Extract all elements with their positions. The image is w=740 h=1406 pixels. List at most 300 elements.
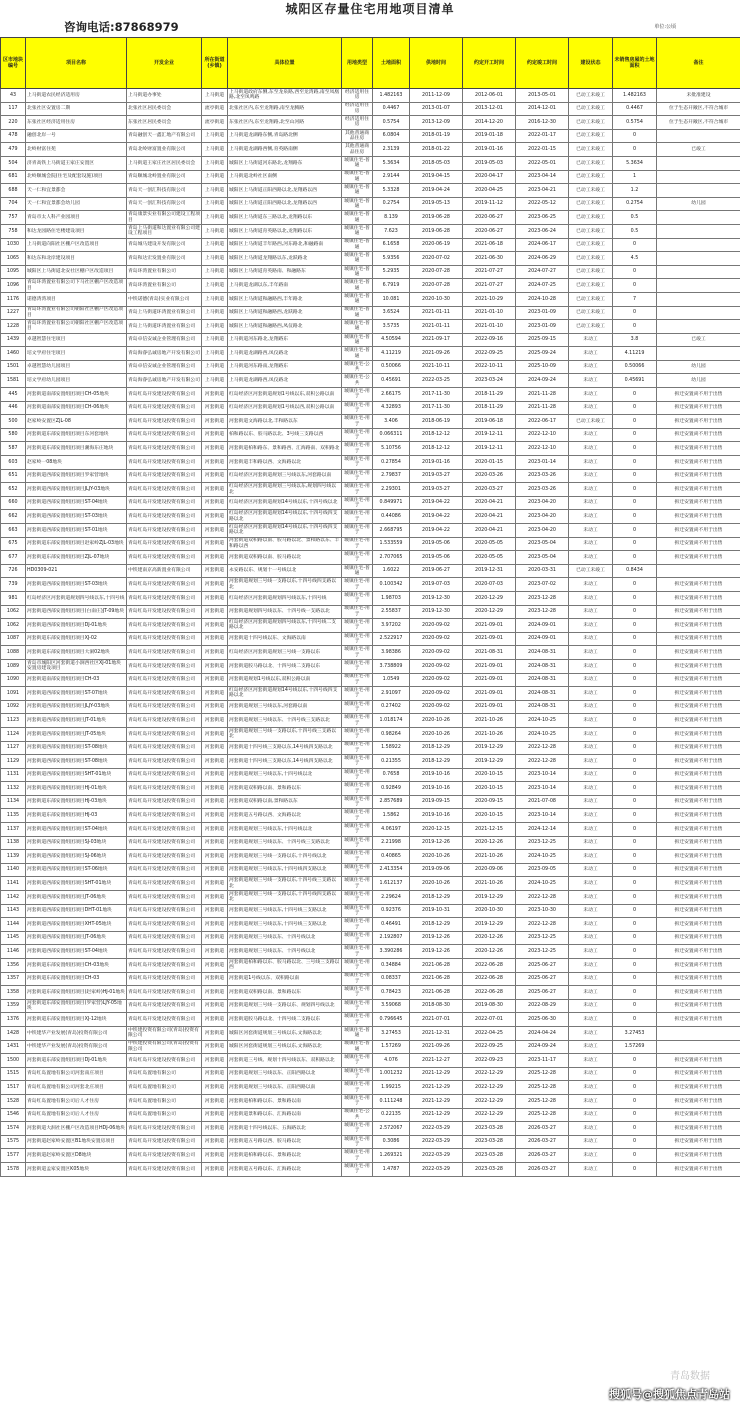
table-cell: 2016-12-30 <box>516 116 569 130</box>
table-cell: 2022-03-29 <box>410 1162 463 1176</box>
table-cell: 2019-04-24 <box>410 184 463 198</box>
table-cell: 2018-05-03 <box>410 156 463 170</box>
table-cell: 红岛经济区河套街道规划14号线以东,十四号线四支路以北 <box>228 510 342 524</box>
table-cell: 0 <box>613 537 657 551</box>
table-cell: 培文学府住宅项目 <box>26 347 127 361</box>
table-cell: 2021-09-01 <box>463 700 516 714</box>
table-cell: 城镇住宅-普通 <box>342 170 373 184</box>
table-cell: 河套街道 <box>202 687 228 701</box>
table-cell: 城镇住宅-用于 <box>342 918 373 932</box>
table-cell: 1144 <box>1 918 26 932</box>
table-cell: 2022-05-01 <box>516 156 569 170</box>
table-cell: 未动工 <box>569 1040 613 1054</box>
table-cell: 城镇住宅-用于 <box>342 755 373 769</box>
table-cell: 城阳区上马街道育英路以北,龙翔路以东 <box>228 224 342 238</box>
table-cell: 2021-09-01 <box>463 619 516 633</box>
table-cell: 城镇住宅-用于 <box>342 442 373 456</box>
table-cell: 上马街道 <box>202 374 228 388</box>
table-cell: 红岛经济区河套街道规划四号线以东,十四号线 <box>228 591 342 605</box>
table-cell: 2023-04-20 <box>516 510 569 524</box>
table-cell: 拆迁安置尚不用于出售 <box>657 1067 740 1081</box>
table-cell: 2018-12-29 <box>410 755 463 769</box>
table-cell: 未动工 <box>569 945 613 959</box>
table-cell: 0.111248 <box>373 1094 410 1108</box>
table-row <box>1 1149 740 1163</box>
table-cell: 青岛上马街道环湾置业有限公司 <box>127 306 202 320</box>
table-cell: 2023-04-20 <box>516 496 569 510</box>
table-cell: 2024-10-28 <box>516 292 569 306</box>
table-cell: 1141 <box>1 877 26 891</box>
table-cell: 未动工 <box>569 456 613 470</box>
table-cell: 2020-10-30 <box>410 292 463 306</box>
table-cell: 青岛红岛开发建设投资有限公司 <box>127 741 202 755</box>
table-cell: 2026-03-27 <box>516 1122 569 1136</box>
table-cell: 未动工 <box>569 1108 613 1122</box>
table-cell: 2019-12-11 <box>463 442 516 456</box>
table-cell: 2025-10-09 <box>516 360 569 374</box>
table-cell: 0.5754 <box>613 116 657 130</box>
table-cell: 城镇住宅-用于 <box>342 456 373 470</box>
table-cell: 上马街道向阳社区棚户区改造项目 <box>26 238 127 252</box>
table-row <box>1 918 740 932</box>
table-cell: 220 <box>1 116 26 130</box>
table-cell: 青岛红岛开发建设投资有限公司 <box>127 891 202 905</box>
table-cell: 2.21998 <box>373 836 410 850</box>
table-cell: 河套街道 <box>202 1122 228 1136</box>
table-cell: 0.066311 <box>373 428 410 442</box>
table-cell: 城镇住宅-用于 <box>342 972 373 986</box>
column-header: 备注 <box>657 38 740 89</box>
table-cell: 0.40865 <box>373 850 410 864</box>
table-cell: 城镇住宅-用于 <box>342 1013 373 1027</box>
table-row <box>1 360 740 374</box>
table-cell: 2023-03-24 <box>463 374 516 388</box>
table-cell: 0 <box>613 619 657 633</box>
table-cell: 2023-11-17 <box>516 1054 569 1068</box>
table-cell: 城镇住宅-普通 <box>342 292 373 306</box>
table-cell: 2023-06-24 <box>516 224 569 238</box>
table-cell: 青岛红岛开发建设投资有限公司 <box>127 1122 202 1136</box>
table-cell: 河套街道 <box>202 863 228 877</box>
table-cell: 2021-07-27 <box>463 279 516 293</box>
table-cell: 43 <box>1 89 26 103</box>
table-cell: 中铁建投资有限公司(青岛)投资有限公司 <box>127 1026 202 1040</box>
table-cell: 城镇住宅-用于 <box>342 483 373 497</box>
table-cell: 青岛红岛开发建设投资有限公司 <box>127 510 202 524</box>
table-row <box>1 401 740 415</box>
table-cell: 0.27402 <box>373 700 410 714</box>
table-cell: 0 <box>613 1135 657 1149</box>
table-cell: 2020-03-26 <box>463 469 516 483</box>
table-cell: 未批准建设 <box>657 89 740 103</box>
table-cell: 拆迁安置尚不用于出售 <box>657 1108 740 1122</box>
table-cell: 已动工未竣工 <box>569 143 613 157</box>
table-cell: 2019-12-26 <box>410 945 463 959</box>
table-cell: 2023-12-25 <box>516 945 569 959</box>
table-cell: 2025-12-28 <box>516 1067 569 1081</box>
table-cell: 3.6524 <box>373 306 410 320</box>
table-cell: 上马街道 <box>202 292 228 306</box>
table-row <box>1 428 740 442</box>
table-row <box>1 741 740 755</box>
table-cell: 河套街道 <box>202 619 228 633</box>
table-cell: 城镇住宅-普通 <box>342 238 373 252</box>
table-cell: 河套街道 <box>202 564 228 578</box>
table-cell: 经济适用住房 <box>342 116 373 130</box>
table-cell: 2022-03-29 <box>410 1149 463 1163</box>
table-row <box>1 836 740 850</box>
table-cell: 4.06197 <box>373 823 410 837</box>
table-cell: 城镇住宅-用于 <box>342 524 373 538</box>
table-row <box>1 102 740 116</box>
table-cell: 0 <box>613 1081 657 1095</box>
table-cell: 2021-01-11 <box>410 320 463 334</box>
table-cell: 上马街道龙湖路西,凤仪路北 <box>228 347 342 361</box>
table-cell: 未动工 <box>569 632 613 646</box>
table-cell: 未动工 <box>569 836 613 850</box>
table-cell: 0.34884 <box>373 959 410 973</box>
table-cell: 青岛红岛开发建设投资有限公司 <box>127 768 202 782</box>
table-cell: 2022-01-17 <box>516 129 569 143</box>
table-cell: 城镇住宅-用于 <box>342 591 373 605</box>
table-cell: 1.6022 <box>373 564 410 578</box>
table-cell: 河套街道 <box>202 795 228 809</box>
table-cell: 2025-09-15 <box>516 333 569 347</box>
table-cell: 2020-09-02 <box>410 700 463 714</box>
table-cell: 城镇住宅-用于 <box>342 809 373 823</box>
table-cell: 上马街道龙湖路东侧,青岛路北侧 <box>228 129 342 143</box>
table-cell: 0.2754 <box>373 197 410 211</box>
table-cell: 2020-07-02 <box>410 252 463 266</box>
table-cell: 1581 <box>1 374 26 388</box>
table-cell: 0.78423 <box>373 986 410 1000</box>
table-cell: 已动工未竣工 <box>569 320 613 334</box>
table-cell: 2.29624 <box>373 891 410 905</box>
table-row <box>1 605 740 619</box>
table-cell: 2014-12-01 <box>516 102 569 116</box>
table-cell: 2019-01-16 <box>463 143 516 157</box>
table-cell: 城镇住宅-用于 <box>342 605 373 619</box>
table-cell: 上马街道 <box>202 156 228 170</box>
table-cell: 2024-08-31 <box>516 646 569 660</box>
table-cell: 2021-12-27 <box>410 1054 463 1068</box>
table-cell: 未动工 <box>569 673 613 687</box>
table-cell: 0.3086 <box>373 1135 410 1149</box>
table-cell: 2020-06-19 <box>410 238 463 252</box>
table-cell: 2019-09-06 <box>410 863 463 877</box>
table-cell: 已动工未竣工 <box>569 129 613 143</box>
table-cell: 1129 <box>1 755 26 769</box>
table-cell: 位于生态开敞区,不符合城市 <box>657 102 740 116</box>
table-cell: 红岛经济区河套街道规划1号线以东,双积公路以南 <box>228 388 342 402</box>
table-cell: 城镇住宅-用于 <box>342 795 373 809</box>
table-cell: 2022-09-25 <box>463 347 516 361</box>
table-cell: 1575 <box>1 1135 26 1149</box>
table-cell: 拆迁安置尚不用于出售 <box>657 1054 740 1068</box>
table-cell: 北张社区安置房二期 <box>26 102 127 116</box>
table-row <box>1 510 740 524</box>
table-cell: 2020-04-21 <box>463 524 516 538</box>
table-cell: 2024-08-31 <box>516 687 569 701</box>
table-cell <box>657 265 740 279</box>
table-cell: 河套街道 <box>202 999 228 1013</box>
table-cell: 河套街道 <box>202 578 228 592</box>
table-cell: 未动工 <box>569 795 613 809</box>
table-row <box>1 999 740 1013</box>
table-cell: 2020-12-15 <box>410 823 463 837</box>
table-cell: 上马街道 <box>202 306 228 320</box>
table-cell: 1358 <box>1 986 26 1000</box>
table-cell: 981 <box>1 591 26 605</box>
table-cell: 1.533559 <box>373 537 410 551</box>
table-cell: 1090 <box>1 673 26 687</box>
table-row <box>1 972 740 986</box>
table-row <box>1 714 740 728</box>
table-cell: 1359 <box>1 999 26 1013</box>
table-cell: 青岛红岛开发建设投资有限公司 <box>127 401 202 415</box>
table-cell: 0 <box>613 795 657 809</box>
table-row <box>1 156 740 170</box>
table-cell: 未动工 <box>569 1054 613 1068</box>
table-cell: 未动工 <box>569 1122 613 1136</box>
table-cell: 青岛红岛开发建设投资有限公司 <box>127 537 202 551</box>
table-cell: 城镇住宅-用于 <box>342 700 373 714</box>
table-cell: 城阳区上马街道和融路西,丰年路北 <box>228 292 342 306</box>
table-cell: 未动工 <box>569 591 613 605</box>
table-cell: 0 <box>613 265 657 279</box>
table-cell: 河套街道东部安置组团项目XJ-02 <box>26 632 127 646</box>
table-cell: 青岛红岛开发建设投资有限公司 <box>127 456 202 470</box>
table-cell: 拆迁安置尚不用于出售 <box>657 809 740 823</box>
table-cell: 青岛北岭财富置业有限公司 <box>127 143 202 157</box>
table-cell: 城镇住宅-用于 <box>342 388 373 402</box>
table-cell: 拆迁安置尚不用于出售 <box>657 401 740 415</box>
table-cell: 河套街道 <box>202 755 228 769</box>
table-cell: 河套街道1号线以东、双积路以南 <box>228 972 342 986</box>
table-row <box>1 279 740 293</box>
table-cell: 479 <box>1 143 26 157</box>
table-cell: 1500 <box>1 1054 26 1068</box>
table-cell: 726 <box>1 564 26 578</box>
table-cell: 河套街道 <box>202 442 228 456</box>
table-cell: 上马街道 <box>202 211 228 225</box>
table-cell: 幼儿园 <box>657 374 740 388</box>
table-cell: 青岛红岛开发建设投资有限公司 <box>127 591 202 605</box>
table-cell: 青岛融创天一鑫汇地产有限公司 <box>127 129 202 143</box>
table-cell: 1.99215 <box>373 1081 410 1095</box>
table-cell: 上马街道 <box>202 224 228 238</box>
table-cell: 河套街道西部安置组团项目SJ-06地块 <box>26 850 127 864</box>
table-cell: 位于生态开敞区,不符合城市 <box>657 116 740 130</box>
table-cell: 拆迁安置尚不用于出售 <box>657 755 740 769</box>
table-cell: 2019-12-26 <box>410 836 463 850</box>
table-cell: 拆迁安置尚不用于出售 <box>657 727 740 741</box>
table-cell: 2024-06-29 <box>516 252 569 266</box>
table-cell: 河套街道 <box>202 1081 228 1095</box>
table-row <box>1 306 740 320</box>
table-cell: 0 <box>613 456 657 470</box>
table-cell: 河套街道 <box>202 469 228 483</box>
table-cell: 河套街道东部安置组团项目HJ-03 <box>26 809 127 823</box>
table-cell: 河套街道西部安置组团项目ST-07地块 <box>26 687 127 701</box>
table-cell: 1146 <box>1 945 26 959</box>
table-cell: 拆迁安置尚不用于出售 <box>657 1081 740 1095</box>
table-cell: 青岛顺城北岭置业有限公司 <box>127 170 202 184</box>
table-cell: 2019-04-22 <box>410 510 463 524</box>
table-cell: 2021-07-08 <box>516 795 569 809</box>
table-cell: 城镇住宅-用于 <box>342 1162 373 1176</box>
table-cell: 河套街道规划三号线以东、正阳西路以南 <box>228 1081 342 1095</box>
table-cell: 红岛经济区河套街道规划三号线一支路以东 <box>228 646 342 660</box>
table-row <box>1 116 740 130</box>
table-cell: 1124 <box>1 727 26 741</box>
table-cell: 赵家岭一08地块 <box>26 456 127 470</box>
table-cell: 1.018174 <box>373 714 410 728</box>
table-cell: 青岛红岛置地有限公司后人才住房 <box>26 1108 127 1122</box>
table-cell: 2022-04-25 <box>463 1026 516 1040</box>
table-cell: 河套街道规划三号线一支路以东,十四号线四支路以北 <box>228 578 342 592</box>
table-cell: 2023-07-02 <box>516 578 569 592</box>
table-cell: 1139 <box>1 850 26 864</box>
table-cell: 拆迁安置尚不用于出售 <box>657 496 740 510</box>
column-header: 具体位置 <box>228 38 342 89</box>
table-cell: 河套街道 <box>202 850 228 864</box>
table-cell: 2020-10-26 <box>410 714 463 728</box>
table-cell: 城镇住宅-用于 <box>342 415 373 429</box>
table-cell: 已动工未竣工 <box>569 211 613 225</box>
table-cell: 2024-04-24 <box>516 1026 569 1040</box>
table-cell: 1 <box>613 170 657 184</box>
table-cell: 青岛红岛开发建设投资有限公司 <box>127 551 202 565</box>
table-cell: 2022-06-28 <box>463 972 516 986</box>
table-cell: 未动工 <box>569 850 613 864</box>
table-cell: 河套街道 <box>202 1040 228 1054</box>
table-cell <box>657 279 740 293</box>
table-cell: 上马街道 <box>202 279 228 293</box>
table-row <box>1 700 740 714</box>
table-cell: 青岛红岛开发建设投资有限公司 <box>127 605 202 619</box>
table-cell: 城镇住宅-普通 <box>342 252 373 266</box>
table-cell: 青岛红岛开发建设投资有限公司 <box>127 1135 202 1149</box>
table-cell: 0 <box>613 469 657 483</box>
table-row <box>1 564 740 578</box>
table-cell: 2.857689 <box>373 795 410 809</box>
table-cell: 未动工 <box>569 401 613 415</box>
table-cell: 1089 <box>1 659 26 673</box>
table-cell: 2022-05-12 <box>516 197 569 211</box>
table-cell: 中铁建华产业发展(青岛)投资有限公司 <box>26 1026 127 1040</box>
table-cell: 2013-01-07 <box>410 102 463 116</box>
table-cell: 2021-12-15 <box>463 823 516 837</box>
table-cell: 未动工 <box>569 442 613 456</box>
table-cell: 0 <box>613 850 657 864</box>
table-cell: 2014-12-20 <box>463 116 516 130</box>
table-cell: 1138 <box>1 836 26 850</box>
table-cell: 拆迁安置尚不用于出售 <box>657 795 740 809</box>
table-cell: 2021-09-01 <box>463 673 516 687</box>
table-cell: 河套街道西部安置组团项目JLJY-03地块 <box>26 700 127 714</box>
table-cell: 未动工 <box>569 551 613 565</box>
table-cell: 2020-04-21 <box>463 496 516 510</box>
table-cell: 0 <box>613 1094 657 1108</box>
table-cell: 1501 <box>1 360 26 374</box>
table-cell: 0.4467 <box>373 102 410 116</box>
table-cell: 0.92376 <box>373 904 410 918</box>
table-cell: 1137 <box>1 823 26 837</box>
table-cell: 城镇住宅-用于 <box>342 646 373 660</box>
table-cell: 河套街道五号路以东、汇海路以北 <box>228 1162 342 1176</box>
table-cell: 城镇住宅-用于 <box>342 537 373 551</box>
table-cell: 1134 <box>1 795 26 809</box>
table-cell: 未动工 <box>569 1013 613 1027</box>
table-cell: 0.7658 <box>373 768 410 782</box>
table-cell: 2024-12-14 <box>516 823 569 837</box>
table-cell: 青岛红岛开发建设投资有限公司 <box>127 1054 202 1068</box>
table-cell: 2020-09-02 <box>410 632 463 646</box>
table-cell: 城镇住宅-公共 <box>342 1108 373 1122</box>
table-cell: 河套街道规划三号线以东、十四号线以北 <box>228 931 342 945</box>
table-cell: 城镇住宅-普通 <box>342 197 373 211</box>
table-cell: 0 <box>613 836 657 850</box>
table-cell: 2022-12-29 <box>463 1094 516 1108</box>
table-cell: 拆迁安置尚不用于出售 <box>657 646 740 660</box>
table-cell: 2018-01-19 <box>410 129 463 143</box>
table-cell: 445 <box>1 388 26 402</box>
table-cell: 0.44086 <box>373 510 410 524</box>
table-cell: 城镇住宅-普通 <box>342 320 373 334</box>
table-cell: 0 <box>613 510 657 524</box>
table-cell: 城阳区河套街道规划三号线以东,文海路以北 <box>228 1026 342 1040</box>
table-cell: 城阳区上马街道北安社区棚户区改造项目 <box>26 265 127 279</box>
table-cell: 2.29301 <box>373 483 410 497</box>
table-cell: 1030 <box>1 238 26 252</box>
table-cell: 未动工 <box>569 959 613 973</box>
table-cell: 河套街道 <box>202 510 228 524</box>
table-cell: 青岛红岛开发建设投资有限公司 <box>127 999 202 1013</box>
table-cell: 2019-12-11 <box>463 428 516 442</box>
table-cell: 已动工未竣工 <box>569 224 613 238</box>
table-cell: 2023-05-04 <box>516 551 569 565</box>
table-cell: 河套街道西部安置组团项目ST-03地块 <box>26 578 127 592</box>
table-cell: 青岛红岛开发建设投资有限公司 <box>127 415 202 429</box>
table-cell: 青岛康景实业有限公司建设工程项目 <box>128 212 200 223</box>
table-cell: 培文学府幼儿园项目 <box>26 374 127 388</box>
table-cell: 587 <box>1 442 26 456</box>
table-cell: 2022-03-29 <box>410 1135 463 1149</box>
table-cell: 4.5 <box>613 252 657 266</box>
table-cell: 河套街道西部安置组团项目HJ-01地块 <box>26 782 127 796</box>
table-cell: 河套街道规划三号线一支路以东、规划四号线以北 <box>228 999 342 1013</box>
table-cell: 红岛经济区河套街道规划14号线以东,十四号线四支路以北 <box>228 524 342 538</box>
table-cell: 2024-07-27 <box>516 265 569 279</box>
table-cell: 城镇住宅-用于 <box>342 1054 373 1068</box>
table-cell: 1577 <box>1 1149 26 1163</box>
table-cell: 2020-05-05 <box>463 537 516 551</box>
table-cell: 2024-10-25 <box>516 727 569 741</box>
table-row <box>1 388 740 402</box>
table-cell: 2018-12-29 <box>410 891 463 905</box>
table-row <box>1 673 740 687</box>
table-cell: 青岛红岛开发建设投资有限公司 <box>127 972 202 986</box>
table-cell: 城镇住宅-用于 <box>342 823 373 837</box>
table-cell: 河套街道规划三号线以东,十四号线三支路以北 <box>228 904 342 918</box>
table-cell: 3.390286 <box>373 945 410 959</box>
table-cell: 城镇住宅-普通 <box>342 156 373 170</box>
table-cell: 未动工 <box>569 510 613 524</box>
table-cell: 1574 <box>1 1122 26 1136</box>
table-cell: 2024-10-25 <box>516 877 569 891</box>
table-cell: 已动工未竣工 <box>569 102 613 116</box>
